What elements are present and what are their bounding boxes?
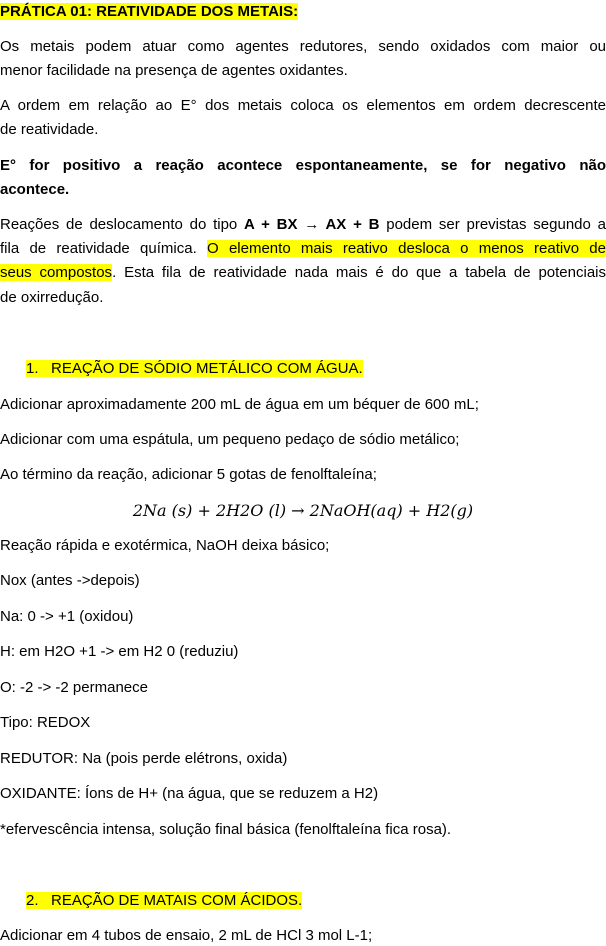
chemical-equation: 2Na (s) + 2H2O (l) → 2NaOH(aq) + H2(g) [132, 501, 474, 520]
intro-p3-line2: acontece. [0, 181, 70, 198]
intro-p2-line2: de reatividade. [0, 121, 99, 138]
section1-heading: 1. REAÇÃO DE SÓDIO METÁLICO COM ÁGUA. [26, 360, 363, 377]
intro-p2-line1: A ordem em relação ao E° dos metais coloca os elementos em ordem decrescente [0, 97, 606, 114]
section1-note: Reação rápida e exotérmica, NaOH deixa básico; [0, 537, 330, 554]
intro-p1-line1: Os metais podem atuar como agentes redutores, sendo oxidados com maior ou [0, 38, 606, 55]
section2-heading: 2. REAÇÃO DE MATAIS COM ÁCIDOS. [26, 892, 303, 909]
section1-note: REDUTOR: Na (pois perde elétrons, oxida) [0, 750, 288, 767]
highlighted-rule: O elemento mais reativo desloca o menos reativo de [207, 240, 606, 257]
intro-p3-line1: E° for positivo a reação acontece espontaneamente, se for negativo não [0, 157, 606, 174]
section1-step: Adicionar com uma espátula, um pequeno pedaço de sódio metálico; [0, 431, 460, 448]
page-title: PRÁTICA 01: REATIVIDADE DOS METAIS: [0, 3, 299, 20]
section1-note: *efervescência intensa, solução final básica (fenolftaleína fica rosa). [0, 821, 452, 838]
section2-step: Adicionar em 4 tubos de ensaio, 2 mL de HCl 3 mol L-1; [0, 927, 373, 944]
intro-p4-line2: fila de reatividade química. O elemento mais reativo desloca o menos reativo de [0, 240, 606, 257]
intro-p1-line2: menor facilidade na presença de agentes oxidantes. [0, 62, 348, 79]
highlighted-rule-end: seus compostos [0, 264, 113, 281]
section1-note: Tipo: REDOX [0, 714, 91, 731]
reaction-type: A + BX → AX + B [244, 216, 380, 233]
section1-note: O: -2 -> -2 permanece [0, 679, 148, 696]
section1-note: Na: 0 -> +1 (oxidou) [0, 608, 134, 625]
section1-note: OXIDANTE: Íons de H+ (na água, que se reduzem a H2) [0, 785, 379, 802]
section1-note: H: em H2O +1 -> em H2 0 (reduziu) [0, 643, 239, 660]
intro-p4-line3: seus compostos. Esta fila de reatividade nada mais é do que a tabela de potenciais [0, 264, 606, 281]
section1-step: Adicionar aproximadamente 200 mL de água em um béquer de 600 mL; [0, 396, 479, 413]
intro-p4-line4: de oxirredução. [0, 289, 104, 306]
intro-p4-line1: Reações de deslocamento do tipo A + BX → AX + B podem ser previstas segundo a [0, 216, 606, 233]
section1-note: Nox (antes ->depois) [0, 572, 140, 589]
section1-step: Ao término da reação, adicionar 5 gotas de fenolftaleína; [0, 466, 377, 483]
